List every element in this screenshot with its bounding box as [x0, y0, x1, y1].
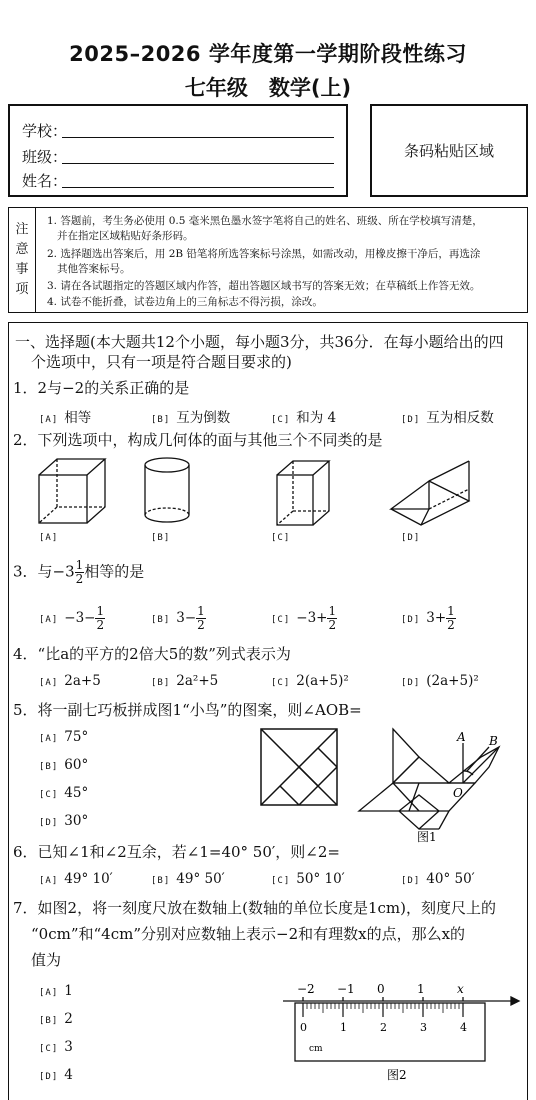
ruler-label: 1	[340, 1021, 347, 1034]
q5-option-b[interactable]: [B] 60°	[39, 757, 89, 773]
number-line-label: 0	[377, 982, 385, 996]
q4-option-b[interactable]: [B] 2a²+5	[151, 673, 219, 689]
class-field[interactable]	[62, 163, 334, 164]
question-7-stem: 7．如图2，将一刻度尺放在数轴上(数轴的单位长度是1cm)，刻度尺上的	[13, 899, 496, 917]
q2-solids-figure	[29, 453, 529, 528]
notice-label: 注 意 事 项	[15, 222, 29, 297]
question-7-stem-cont: “0cm”和“4cm”分别对应数轴上表示−2和有理数x的点，那么x的	[31, 925, 466, 943]
figure-2-caption: 图2	[387, 1068, 407, 1082]
tangram-figure	[249, 723, 521, 843]
q1-option-a[interactable]: [A] 相等	[39, 410, 92, 426]
notice-item: 其他答案标号。	[57, 263, 131, 275]
q2-option-b[interactable]: [B]	[151, 533, 171, 543]
point-B-label: B	[489, 734, 498, 748]
question-1-stem: 1．2与−2的关系正确的是	[13, 379, 190, 397]
cuboid-shape	[277, 461, 329, 525]
question-2-stem: 2．下列选项中，构成几何体的面与其他三个不同类的是	[13, 431, 383, 449]
point-O-label: O	[453, 786, 463, 800]
number-line-label: x	[457, 982, 464, 996]
ruler-numberline-figure	[275, 979, 521, 1083]
q6-option-b[interactable]: [B] 49° 50′	[151, 871, 225, 887]
q3-option-a[interactable]: [A] −3− $\frac{1}{2}$	[39, 604, 105, 632]
question-7-stem-cont: 值为	[31, 951, 62, 969]
school-label: 学校：	[22, 122, 68, 140]
q4-option-a[interactable]: [A] 2a+5	[39, 673, 101, 689]
ruler-label: 0	[300, 1021, 307, 1034]
school-field[interactable]	[62, 137, 334, 138]
number-line	[283, 997, 519, 1005]
q7-option-c[interactable]: [C] 3	[39, 1039, 73, 1055]
notice-box	[8, 207, 528, 313]
section-heading: 一、选择题(本大题共12个小题，每小题3分，共36分．在每小题给出的四	[15, 333, 504, 351]
page-subtitle: 七年级 数学(上)	[184, 76, 352, 100]
tangram-square	[261, 729, 337, 805]
question-5-stem: 5．将一副七巧板拼成图1“小鸟”的图案，则∠AOB=	[13, 701, 362, 719]
notice-item: 1. 答题前，考生务必使用 0.5 毫米黑色墨水签字笔将自己的姓名、班级、所在学校填写清楚，	[47, 215, 483, 227]
page-title: 2025–2026 学年度第一学期阶段性练习	[69, 42, 467, 66]
q4-option-c[interactable]: [C] 2(a+5)²	[271, 673, 349, 689]
q2-option-a[interactable]: [A]	[39, 533, 59, 543]
q6-option-d[interactable]: [D] 40° 50′	[401, 871, 475, 887]
question-3-stem: 3．与−3 $\frac{1}{2}$ 相等的是	[13, 558, 145, 586]
q2-option-d[interactable]: [D]	[401, 533, 421, 543]
q5-option-a[interactable]: [A] 75°	[39, 729, 89, 745]
q4-option-d[interactable]: [D] (2a+5)²	[401, 673, 479, 689]
student-info-box	[8, 104, 348, 197]
notice-item: 3. 请在各试题指定的答题区域内作答，超出答题区域书写的答案无效；在草稿纸上作答无效。	[47, 280, 481, 292]
questions-section	[8, 322, 528, 1100]
number-line-label: −1	[337, 982, 355, 996]
notice-item: 2. 选择题选出答案后，用 2B 铅笔将所选答案标号涂黑，如需改动，用橡皮擦干净后，再选涂	[47, 248, 481, 260]
prism-shape	[391, 461, 469, 525]
class-label: 班级：	[22, 148, 68, 166]
ruler-label: 3	[420, 1021, 427, 1034]
name-label: 姓名：	[22, 172, 68, 190]
q6-option-c[interactable]: [C] 50° 10′	[271, 871, 345, 887]
name-field[interactable]	[62, 187, 334, 188]
q7-option-a[interactable]: [A] 1	[39, 983, 73, 999]
q3-option-d[interactable]: [D] 3+ $\frac{1}{2}$	[401, 604, 455, 632]
q1-option-c[interactable]: [C] 和为 4	[271, 410, 337, 426]
ruler-unit-label: cm	[309, 1044, 323, 1054]
bird-figure	[359, 729, 499, 829]
q5-option-d[interactable]: [D] 30°	[39, 813, 89, 829]
notice-item: 并在指定区域粘贴好条形码。	[57, 230, 194, 242]
q2-option-c[interactable]: [C]	[271, 533, 291, 543]
barcode-label: 条码粘贴区域	[403, 142, 494, 160]
point-A-label: A	[457, 730, 466, 744]
barcode-area	[370, 104, 528, 197]
question-6-stem: 6．已知∠1和∠2互余，若∠1=40° 50′，则∠2=	[13, 843, 340, 861]
ruler-label: 2	[380, 1021, 387, 1034]
section-heading-cont: 个选项中，只有一项是符合题目要求的)	[31, 353, 292, 371]
number-line-label: −2	[297, 982, 315, 996]
ruler-ticks	[300, 1003, 467, 1034]
q3-option-c[interactable]: [C] −3+ $\frac{1}{2}$	[271, 604, 337, 632]
cube-shape	[39, 459, 105, 523]
q5-option-c[interactable]: [C] 45°	[39, 785, 89, 801]
ruler	[295, 1003, 485, 1061]
number-line-ticks	[297, 982, 464, 1001]
q7-option-b[interactable]: [B] 2	[39, 1011, 73, 1027]
number-line-label: 1	[417, 982, 425, 996]
notice-divider	[35, 208, 36, 312]
q3-option-b[interactable]: [B] 3− $\frac{1}{2}$	[151, 604, 205, 632]
q6-option-a[interactable]: [A] 49° 10′	[39, 871, 113, 887]
q1-option-b[interactable]: [B] 互为倒数	[151, 410, 231, 426]
question-4-stem: 4．“比a的平方的2倍大5的数”列式表示为	[13, 645, 291, 663]
q1-option-d[interactable]: [D] 互为相反数	[401, 410, 494, 426]
q7-option-d[interactable]: [D] 4	[39, 1067, 73, 1083]
cylinder-shape	[145, 458, 189, 522]
ruler-label: 4	[460, 1021, 467, 1034]
figure-1-caption: 图1	[417, 830, 437, 843]
notice-item: 4. 试卷不能折叠，试卷边角上的三角标志不得污损，涂改。	[47, 296, 323, 308]
